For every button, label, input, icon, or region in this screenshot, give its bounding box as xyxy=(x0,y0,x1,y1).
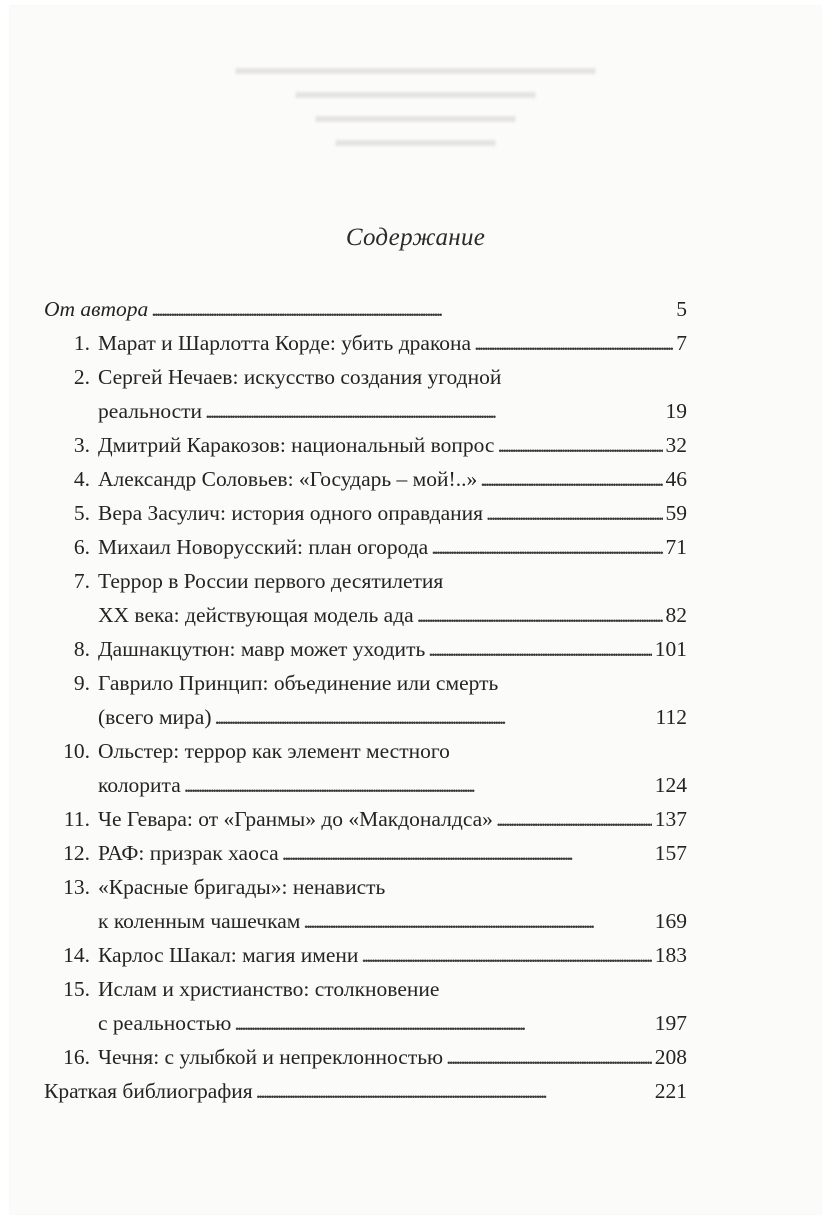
chapter-title: Михаил Новорусский: план огорода xyxy=(98,535,429,559)
toc-line xyxy=(44,870,687,904)
toc-line xyxy=(44,666,687,700)
chapter-title: РАФ: призрак хаоса xyxy=(98,841,279,865)
chapter-title: Террор в России первого десятилетия xyxy=(98,569,444,593)
page-number: 71 xyxy=(665,535,687,559)
chapter-title-continuation: (всего мира) xyxy=(98,705,212,729)
dot-leader xyxy=(428,632,651,666)
dot-leader xyxy=(151,292,673,326)
toc-line xyxy=(44,836,687,870)
chapter-number: 6. xyxy=(73,535,90,559)
dot-leader xyxy=(215,700,653,734)
chapter-number: 14. xyxy=(63,943,90,967)
page-number: 197 xyxy=(654,1011,687,1035)
dot-leader xyxy=(497,428,662,462)
toc-entry xyxy=(44,292,687,326)
toc-entry xyxy=(44,666,687,734)
chapter-number: 5. xyxy=(73,501,90,525)
dot-leader xyxy=(361,938,651,972)
page-number: 19 xyxy=(665,399,687,423)
chapter-number: 7. xyxy=(73,569,90,593)
toc-line xyxy=(44,632,687,666)
dot-leader xyxy=(474,326,673,360)
toc-line xyxy=(44,326,687,360)
toc-entry xyxy=(44,564,687,632)
chapter-number: 12. xyxy=(63,841,90,865)
chapter-title-continuation: XX века: действующая модель ада xyxy=(98,603,414,627)
toc-entry xyxy=(44,632,687,666)
chapter-title: Гаврило Принцип: объединение или смерть xyxy=(98,671,499,695)
dot-leader xyxy=(303,904,651,938)
chapter-title-continuation: к коленным чашечкам xyxy=(98,909,301,933)
chapter-title: Че Гевара: от «Гранмы» до «Макдоналдса» xyxy=(98,807,493,831)
page-number: 221 xyxy=(654,1079,687,1103)
page-number: 46 xyxy=(665,467,687,491)
dot-leader xyxy=(480,462,662,496)
page-number: 169 xyxy=(654,909,687,933)
dot-leader xyxy=(496,802,652,836)
chapter-number: 2. xyxy=(73,365,90,389)
chapter-number: 1. xyxy=(73,331,90,355)
toc-line xyxy=(44,1040,687,1074)
chapter-title: Вера Засулич: история одного оправдания xyxy=(98,501,484,525)
page-number: 183 xyxy=(654,943,687,967)
dot-leader xyxy=(417,598,663,632)
dot-leader xyxy=(256,1074,652,1108)
toc-line xyxy=(44,530,687,564)
page-number: 59 xyxy=(665,501,687,525)
page-number: 112 xyxy=(655,705,687,729)
toc-line xyxy=(44,1006,687,1040)
page-number: 7 xyxy=(676,331,687,355)
toc-entry xyxy=(44,734,687,802)
page-number: 124 xyxy=(654,773,687,797)
chapter-number: 3. xyxy=(73,433,90,457)
page-number: 208 xyxy=(654,1045,687,1069)
toc-entry xyxy=(44,462,687,496)
toc-entry xyxy=(44,530,687,564)
page-title: Содержание xyxy=(345,224,486,251)
show-through-text: ▬▬▬▬▬▬▬▬▬▬▬▬▬▬▬▬▬▬ ▬▬▬▬▬▬▬▬▬▬▬▬ ▬▬▬▬▬▬▬▬▬▬ ▬▬▬▬▬▬▬▬ xyxy=(235,57,596,151)
toc-line xyxy=(44,938,687,972)
toc-line xyxy=(44,598,687,632)
toc-entry xyxy=(44,496,687,530)
toc-line xyxy=(44,428,687,462)
toc-line xyxy=(44,972,687,1006)
toc-line xyxy=(44,462,687,496)
toc-line xyxy=(44,564,687,598)
toc-entry xyxy=(44,802,687,836)
chapter-number: 11. xyxy=(63,807,90,831)
toc-line xyxy=(44,292,687,326)
page-number: 5 xyxy=(676,297,687,321)
toc-entry xyxy=(44,1074,687,1108)
page-number: 101 xyxy=(654,637,687,661)
toc-entry xyxy=(44,428,687,462)
chapter-title: От автора xyxy=(44,297,149,321)
toc-entry xyxy=(44,870,687,938)
chapter-title: Сергей Нечаев: искусство создания угодной xyxy=(98,365,502,389)
dot-leader xyxy=(446,1040,652,1074)
toc-entry xyxy=(44,326,687,360)
chapter-title-continuation: реальности xyxy=(98,399,203,423)
dot-leader xyxy=(431,530,662,564)
toc-line xyxy=(44,496,687,530)
toc-entry xyxy=(44,1040,687,1074)
chapter-number: 16. xyxy=(63,1045,90,1069)
toc-entry xyxy=(44,836,687,870)
page-number: 157 xyxy=(654,841,687,865)
chapter-title: Краткая библиография xyxy=(44,1079,253,1103)
chapter-title: Ольстер: террор как элемент местного xyxy=(98,739,450,763)
chapter-number: 8. xyxy=(73,637,90,661)
page-number: 137 xyxy=(654,807,687,831)
chapter-title: «Красные бригады»: ненависть xyxy=(98,875,386,899)
chapter-number: 15. xyxy=(63,977,90,1001)
chapter-number: 13. xyxy=(63,875,90,899)
dot-leader xyxy=(184,768,652,802)
table-of-contents xyxy=(44,292,687,1108)
chapter-title: Марат и Шарлотта Корде: убить дракона xyxy=(98,331,472,355)
toc-entry xyxy=(44,972,687,1040)
chapter-title: Карлос Шакал: магия имени xyxy=(98,943,359,967)
chapter-title: Ислам и христианство: столкновение xyxy=(98,977,440,1001)
dot-leader xyxy=(486,496,662,530)
chapter-title-continuation: с реальностью xyxy=(98,1011,232,1035)
dot-leader xyxy=(282,836,652,870)
chapter-number: 9. xyxy=(73,671,90,695)
toc-line xyxy=(44,734,687,768)
toc-line xyxy=(44,394,687,428)
page-number: 32 xyxy=(665,433,687,457)
toc-line xyxy=(44,904,687,938)
toc-entry xyxy=(44,938,687,972)
chapter-title: Дмитрий Каракозов: национальный вопрос xyxy=(98,433,495,457)
chapter-title: Чечня: с улыбкой и непреклонностью xyxy=(98,1045,444,1069)
toc-line xyxy=(44,700,687,734)
toc-line xyxy=(44,802,687,836)
toc-line xyxy=(44,360,687,394)
chapter-title: Александр Соловьев: «Государь – мой!..» xyxy=(98,467,478,491)
chapter-number: 10. xyxy=(63,739,90,763)
dot-leader xyxy=(205,394,662,428)
page-number: 82 xyxy=(665,603,687,627)
chapter-number: 4. xyxy=(73,467,90,491)
toc-entry xyxy=(44,360,687,428)
chapter-title-continuation: колорита xyxy=(98,773,181,797)
toc-line xyxy=(44,768,687,802)
toc-line xyxy=(44,1074,687,1108)
chapter-title: Дашнакцутюн: мавр может уходить xyxy=(98,637,426,661)
dot-leader xyxy=(234,1006,651,1040)
